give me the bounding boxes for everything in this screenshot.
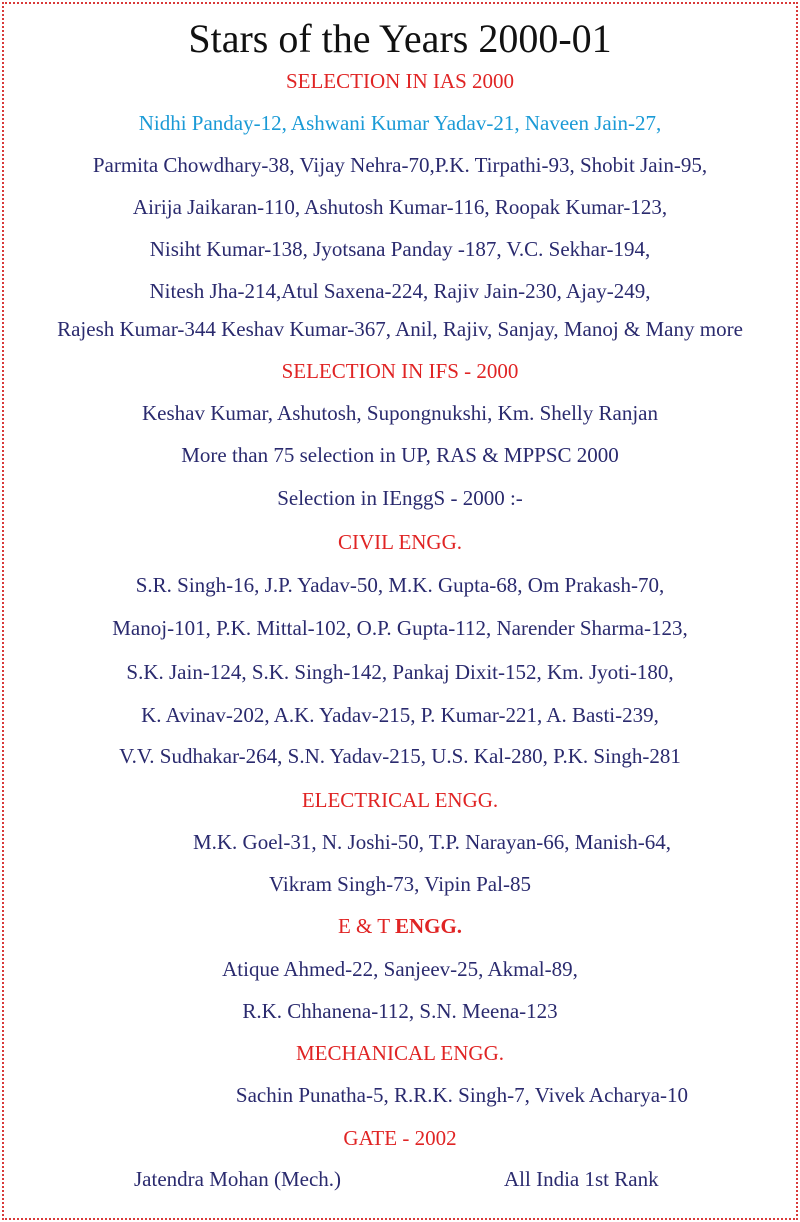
civil-line: S.R. Singh-16, J.P. Yadav-50, M.K. Gupta-68, Om Prakash-70, <box>135 573 665 597</box>
ias-line: Rajesh Kumar-344 Keshav Kumar-367, Anil, Rajiv, Sanjay, Manoj & Many more <box>57 317 743 341</box>
gate-heading: GATE - 2002 <box>343 1126 457 1150</box>
civil-line: Manoj-101, P.K. Mittal-102, O.P. Gupta-112, Narender Sharma-123, <box>112 616 688 640</box>
gate-name: Jatendra Mohan (Mech.) <box>134 1167 342 1191</box>
ies-line: Selection in IEnggS - 2000 :- <box>277 486 523 510</box>
et-heading-prefix: E & T <box>337 914 395 938</box>
ias-line: Nisiht Kumar-138, Jyotsana Panday -187, V.C. Sekhar-194, <box>149 237 651 261</box>
mechanical-heading: MECHANICAL ENGG. <box>295 1041 505 1065</box>
et-heading-engg: ENGG. <box>394 914 463 938</box>
civil-heading: CIVIL ENGG. <box>337 530 463 554</box>
ias-heading: SELECTION IN IAS 2000 <box>285 69 515 93</box>
et-line: R.K. Chhanena-112, S.N. Meena-123 <box>242 999 558 1023</box>
pcs-line: More than 75 selection in UP, RAS & MPPSC 2000 <box>181 443 619 467</box>
gate-rank: All India 1st Rank <box>504 1167 659 1191</box>
civil-line: V.V. Sudhakar-264, S.N. Yadav-215, U.S. Kal-280, P.K. Singh-281 <box>119 744 681 768</box>
ias-line: Parmita Chowdhary-38, Vijay Nehra-70,P.K. Tirpathi-93, Shobit Jain-95, <box>92 153 708 177</box>
et-heading <box>0 913 800 939</box>
electrical-line: M.K. Goel-31, N. Joshi-50, T.P. Narayan-66, Manish-64, <box>192 830 672 854</box>
mechanical-line: Sachin Punatha-5, R.R.K. Singh-7, Vivek Acharya-10 <box>235 1083 689 1107</box>
et-line: Atique Ahmed-22, Sanjeev-25, Akmal-89, <box>222 957 578 981</box>
electrical-heading: ELECTRICAL ENGG. <box>301 788 499 812</box>
ifs-heading: SELECTION IN IFS - 2000 <box>281 359 519 383</box>
electrical-line: Vikram Singh-73, Vipin Pal-85 <box>269 872 531 896</box>
ias-top-ranks: Nidhi Panday-12, Ashwani Kumar Yadav-21, Naveen Jain-27, <box>138 111 662 135</box>
ias-line: Nitesh Jha-214,Atul Saxena-224, Rajiv Jain-230, Ajay-249, <box>149 279 651 303</box>
civil-line: K. Avinav-202, A.K. Yadav-215, P. Kumar-221, A. Basti-239, <box>141 703 659 727</box>
civil-line: S.K. Jain-124, S.K. Singh-142, Pankaj Dixit-152, Km. Jyoti-180, <box>126 660 674 684</box>
ifs-line: Keshav Kumar, Ashutosh, Supongnukshi, Km. Shelly Ranjan <box>142 401 658 425</box>
page-title: Stars of the Years 2000-01 <box>188 16 612 61</box>
dotted-border <box>2 2 798 1220</box>
ias-line: Airija Jaikaran-110, Ashutosh Kumar-116, Roopak Kumar-123, <box>132 195 668 219</box>
